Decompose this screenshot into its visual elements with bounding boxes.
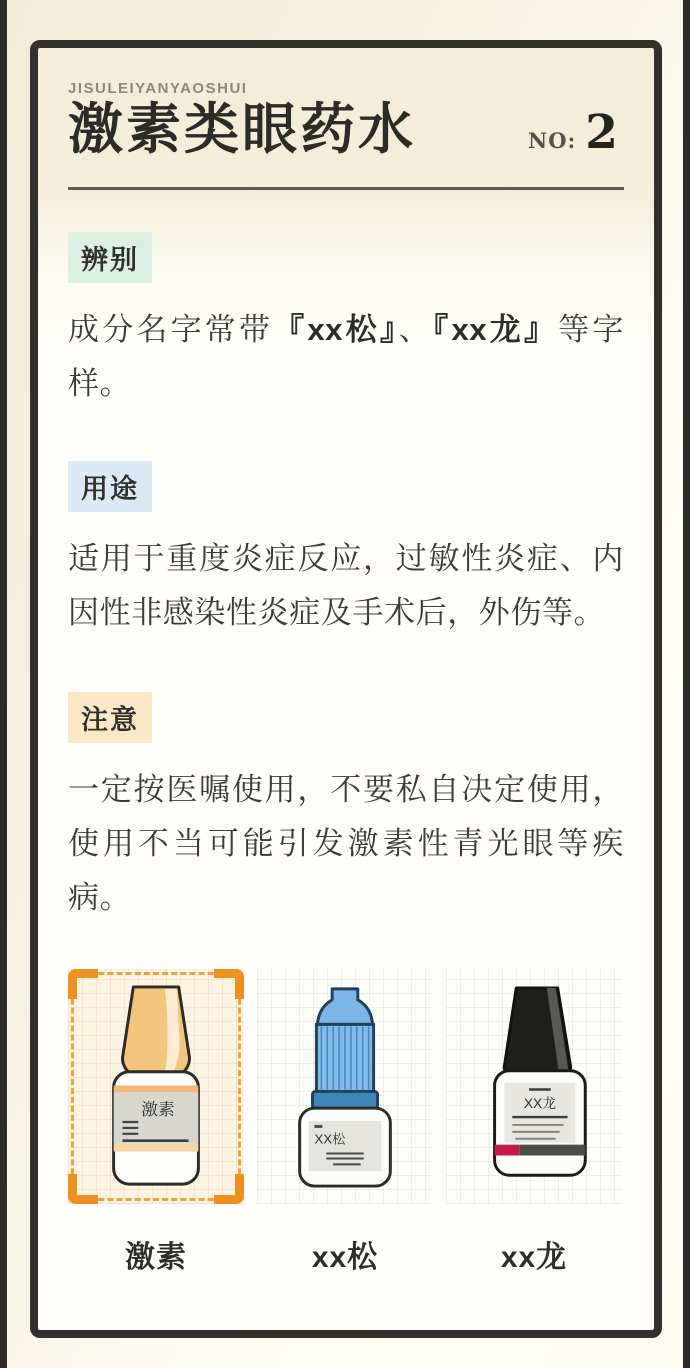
bottle-caption-xxsong: xx松 xyxy=(311,1240,379,1274)
photo-edge-right xyxy=(683,0,690,1368)
bottle-illustration-jisu xyxy=(82,983,230,1190)
dropper-tip xyxy=(317,988,372,1023)
bottle-illustration-xxsong xyxy=(271,983,419,1190)
title-row xyxy=(68,99,624,160)
bottle-card-jisu xyxy=(68,969,244,1204)
page-title: 激素类眼药水 xyxy=(68,98,417,160)
bottle-label-text: XX龙 xyxy=(523,1095,557,1111)
info-card xyxy=(30,40,662,1338)
label-stripe-bottom xyxy=(112,1143,201,1151)
pinyin-subtitle: JISULEIYANYAOSHUI xyxy=(68,80,248,97)
identify-text xyxy=(68,303,624,411)
selection-corner-icon xyxy=(214,1174,244,1204)
body-stripe-crimson xyxy=(495,1144,520,1155)
bottle-card-xxsong xyxy=(257,969,433,1204)
identify-keyword-long: 『xx龙』 xyxy=(432,311,559,347)
header-divider xyxy=(68,187,624,190)
bottle-card-xxlong xyxy=(446,969,622,1204)
label-stripe-top xyxy=(112,1085,201,1092)
bottle-caption-jisu: 激素 xyxy=(125,1240,187,1274)
bottle-label-text: 激素 xyxy=(141,1099,175,1119)
issue-number xyxy=(528,104,618,160)
captions-row xyxy=(68,1232,624,1276)
card-header xyxy=(68,48,624,190)
section-badge-usage: 用途 xyxy=(68,461,152,512)
cap-collar xyxy=(312,1091,377,1108)
identify-text-prefix: 成分名字常带 xyxy=(68,311,274,347)
section-badge-caution: 注意 xyxy=(68,692,152,743)
body-stripe-dark xyxy=(519,1144,585,1155)
selection-corner-icon xyxy=(68,1174,98,1204)
identify-keyword-song: 『xx松』 xyxy=(273,311,399,347)
bottles-row xyxy=(68,969,624,1204)
usage-text: 适用于重度炎症反应，过敏性炎症、内因性非感染性炎症及手术后，外伤等。 xyxy=(68,540,624,630)
issue-number-value: 2 xyxy=(585,104,618,160)
bottle-caption-xxlong: xx龙 xyxy=(500,1240,568,1274)
caution-text: 一定按医嘱使用，不要私自决定使用，使用不当可能引发激素性青光眼等疾病。 xyxy=(68,771,624,915)
bottle-label xyxy=(504,1082,575,1142)
issue-number-label: NO: xyxy=(528,127,577,153)
identify-separator: 、 xyxy=(398,311,433,347)
selection-corner-icon xyxy=(68,969,98,999)
label-mark xyxy=(314,1124,322,1127)
identify-text-suffix: 等字样。 xyxy=(68,311,624,401)
photo-edge-left xyxy=(0,0,7,1368)
bottle-label-text: XX松 xyxy=(314,1131,346,1147)
section-badge-identify: 辨别 xyxy=(68,232,152,283)
selection-corner-icon xyxy=(214,969,244,999)
bottle-cap xyxy=(122,986,189,1073)
bottle-illustration-xxlong xyxy=(460,983,608,1190)
